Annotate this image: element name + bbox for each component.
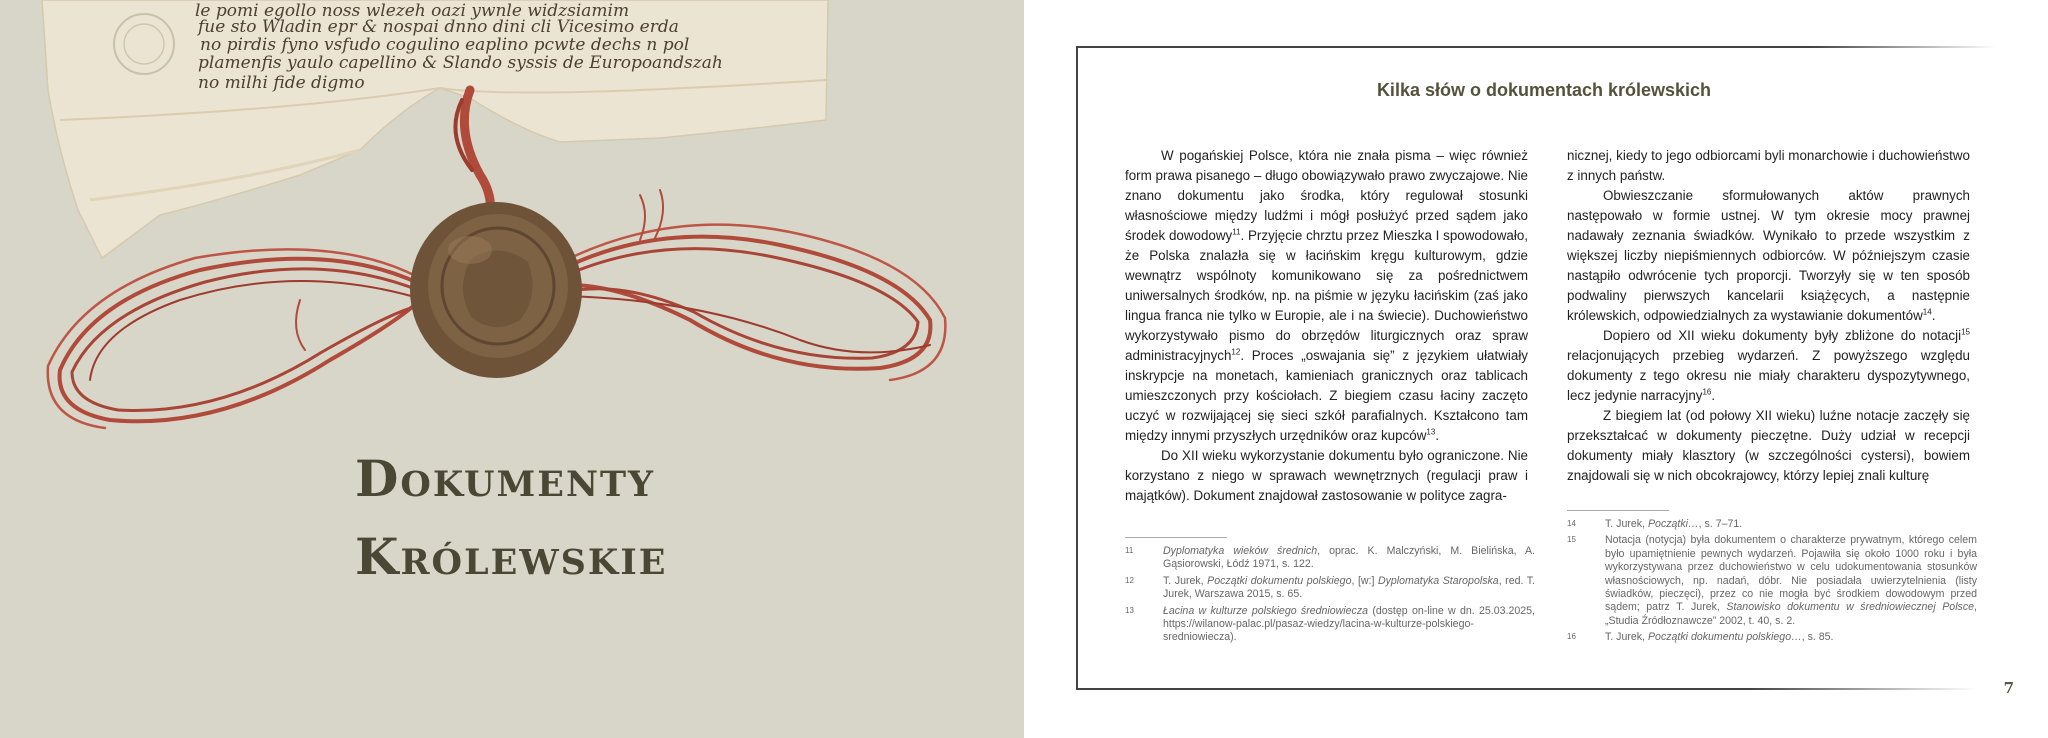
footnote-number: 15 [1567, 535, 1576, 545]
footnote-text: T. Jurek, Początki dokumentu polskiego, [w:] Dyplomatyka Staropolska, red. T. Jurek, Warszawa 2015, s. 65. [1163, 574, 1536, 601]
manuscript-line: le pomi egollo noss wlezeh oazi ywnle widzsiamim [195, 1, 630, 21]
section-title-line: Dokumenty [355, 449, 655, 508]
paragraph [1567, 186, 1970, 326]
paragraph: nicznej, kiedy to jego odbiorcami byli monarchowie i duchowieństwo z innych państw. [1567, 148, 1970, 183]
footnote-rule [1125, 537, 1227, 538]
manuscript-line: no milhi fide digmo [198, 73, 365, 93]
paragraph: Do XII wieku wykorzystanie dokumentu było ograniczone. Nie korzystano z niego w sprawach wewnętrznych (regulacji praw i majątków). Dokument znajdował zastosowanie w polityce zagra- [1125, 448, 1528, 503]
footnote-number: 14 [1567, 519, 1576, 528]
frame-border-bottom [1076, 688, 1976, 690]
footnote [1125, 575, 1535, 602]
footnote-ref: 12 [1231, 347, 1241, 357]
frame-border-left [1076, 46, 1078, 690]
footnote-text: T. Jurek, Początki dokumentu polskiego…, s. 85. [1605, 631, 1834, 644]
footnote-number: 11 [1125, 546, 1134, 555]
footnote-number: 13 [1125, 605, 1134, 615]
wax-seal-highlight [448, 236, 492, 264]
section-title [355, 440, 875, 596]
footnotes-right [1567, 518, 1977, 648]
footnote [1567, 518, 1977, 531]
footnote [1125, 605, 1535, 645]
page-heading: Kilka słów o dokumentach królewskich [1376, 80, 1712, 100]
page-number: 7 [2003, 679, 2014, 697]
footnote-text: Dyplomatyka wieków średnich, oprac. K. Malczyński, M. Bielińska, A. Gąsiorowski, Łódź 1971, s. 122. [1163, 545, 1535, 571]
footnote-text: Notacja (notycja) była dokumentem o charakterze prywatnym, którego celem było upamiętnienie pewnych wydarzeń. Pojawiła się około 1000 roku i była wykorzystywana przez duchowieństwo w celu udokumentowania stosunków własnościowych, np. nadań, dóbr. Nie posiadała uwierzytelnienia (listy świadków, pieczęci), przez co nie mogła być środkiem dowodowym przed sądem; patrz T. Jurek, Stanowisko dokumentu w średniowiecznej Polsce, „Studia Źródłoznawcze” 2002, t. 40, s. 2. [1605, 534, 1977, 627]
footnote-text: T. Jurek, Początki…, s. 7–71. [1605, 518, 1743, 530]
footnote-text: Łacina w kulturze polskiego średniowiecza (dostęp on-line w dn. 25.03.2025, https://wilanow-palac.pl/pasaz-wiedzy/lacina-w-kulturze-polskiego-sredniowiecza). [1163, 604, 1535, 644]
footnote-rule [1567, 510, 1669, 511]
paragraph-text: . [1931, 308, 1936, 323]
paragraph-text: Dopiero od XII wieku dokumenty były zbliżone do notacji [1603, 328, 1962, 343]
manuscript-line: fue sto Wladin epr & nospai dnno dini cli Vicesimo erda [198, 17, 679, 37]
footnote-ref: 11 [1232, 227, 1241, 237]
frame-border-top [1076, 46, 1996, 48]
paragraph-text: W pogańskiej Polsce, która nie znała pisma – więc również form prawa pisanego – długo obowiązywało prawo zwyczajowe. Nie znano dokumentu jako środka, który regulował stosunki własnościowe między ludźmi i mógł posłużyć przed sądem jako środek dowodowy [1125, 148, 1528, 243]
paragraph-text: . Przyjęcie chrztu przez Mieszka I spowodowało, że Polska znalazła się w łacińskim kręgu kulturowym, gdzie wewnątrz wspólnoty komunikowano się za pośrednictwem uniwersalnych środków, np. na piśmie w języku łacińskim (zaś jako lingua franca nie tylko w Europie, ale i na świecie). Duchowieństwo wykorzystywało pismo do obrzędów liturgicznych oraz spraw administracyjnych [1125, 228, 1528, 363]
paragraph-text: . [1711, 388, 1716, 403]
manuscript-line: plamenfis yaulo capellino & Slando syssis de Europoandszah [198, 53, 723, 73]
footnote [1125, 545, 1535, 572]
footnote-ref: 16 [1702, 387, 1712, 397]
paragraph-text: Obwieszczanie sformułowanych aktów prawnych następowało w formie ustnej. W tym okresie mocy prawnej nadawały zeznania świadków. Wynikało to przede wszystkim z większej liczby niepiśmiennych odbiorców. W późniejszym czasie nastąpiło odwrócenie tych proporcji. Tworzyły się w ten sposób podwaliny pierwszych kancelarii książęcych, a następnie królewskich, odpowiedzialnych za wystawianie dokumentów [1567, 188, 1970, 323]
footnote-number: 16 [1567, 632, 1576, 642]
footnotes-left [1125, 545, 1535, 648]
paragraph-text: . Proces „oswajania się” z językiem ułatwiały inskrypcje na monetach, kamieniach granicznych oraz tablicach umieszczonych przy kościołach. Z biegiem czasu łaciny zaczęto uczyć w rozwijającej się sieci szkół parafialnych. Kształcono tam między innymi przyszłych urzędników oraz kupców [1125, 348, 1528, 443]
footnote-ref: 15 [1961, 327, 1970, 337]
right-page [1024, 0, 2048, 738]
text-column-right [1567, 146, 1970, 486]
paragraph [1567, 326, 1970, 406]
footnote-ref: 13 [1426, 427, 1436, 437]
footnote [1567, 631, 1977, 644]
manuscript-line: no pirdis fyno vsfudo cogulino eaplino pcwte dechs n pol [200, 35, 690, 55]
footnote [1567, 534, 1977, 628]
footnote-number: 12 [1125, 575, 1134, 585]
section-title-line: Królewskie [355, 527, 668, 586]
paragraph [1125, 146, 1528, 446]
paragraph: Z biegiem lat (od połowy XII wieku) luźne notacje zaczęły się przekształcać w dokumenty pieczętne. Duży udział w recepcji dokumenty miały klasztory (w szczególności cystersi), bowiem znajdowali się w nich obcokrajowcy, którzy lepiej znali kulturę [1567, 408, 1970, 483]
footnote-ref: 14 [1922, 307, 1932, 317]
paragraph-text: . [1435, 428, 1440, 443]
paragraph-text: relacjonujących przebieg wydarzeń. Z powyższego względu dokumenty z tego okresu nie miały charakteru dyspozytywnego, lecz jedynie narracyjny [1567, 348, 1970, 403]
text-column-left [1125, 146, 1528, 506]
